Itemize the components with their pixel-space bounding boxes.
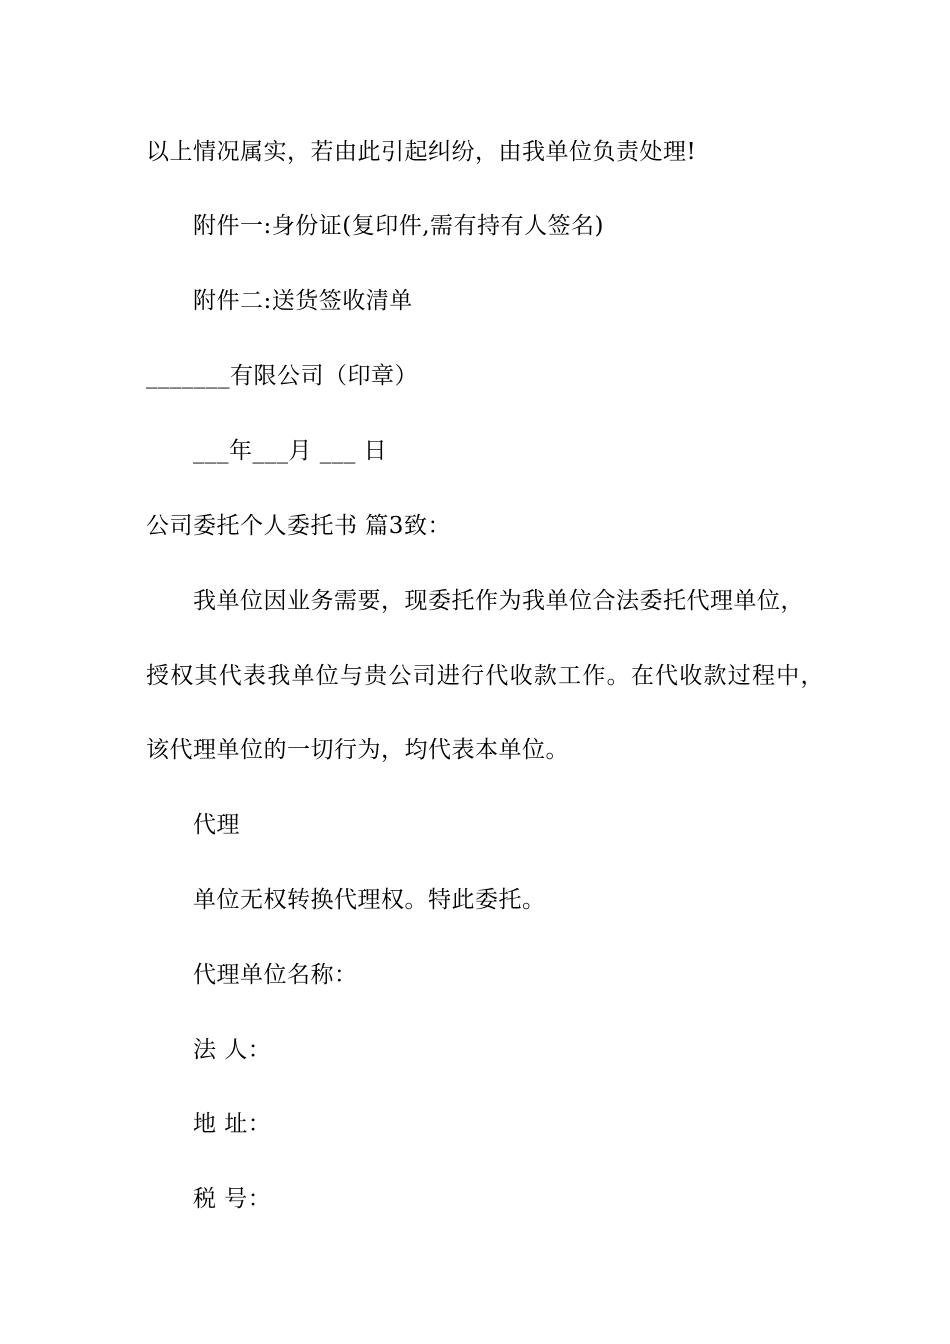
- agent-name-field-label: 代理单位名称：: [193, 962, 358, 988]
- body-paragraph-line-1: 我单位因业务需要，现委托作为我单位合法委托代理单位，: [193, 588, 804, 614]
- tax-number-field-label: 税 号：: [193, 1186, 272, 1212]
- body-paragraph-line-3: 该代理单位的一切行为，均代表本单位。: [146, 737, 569, 763]
- section-heading: 公司委托个人委托书 篇3致：: [146, 513, 451, 539]
- company-seal-line: _______有限公司（印章）: [146, 363, 418, 389]
- agent-line: 代理: [193, 812, 240, 838]
- legal-person-field-label: 法 人：: [193, 1037, 272, 1063]
- attachment-two-line: 附件二:送货签收清单: [193, 288, 413, 314]
- declaration-line: 以上情况属实，若由此引起纠纷，由我单位负责处理!: [146, 139, 697, 165]
- no-transfer-line: 单位无权转换代理权。特此委托。: [193, 887, 546, 913]
- date-line: ___年___月 ___ 日: [193, 438, 388, 464]
- body-paragraph-line-2: 授权其代表我单位与贵公司进行代收款工作。在代收款过程中，: [146, 663, 824, 689]
- attachment-one-line: 附件一:身份证(复印件,需有持有人签名): [193, 213, 605, 239]
- address-field-label: 地 址：: [193, 1111, 272, 1137]
